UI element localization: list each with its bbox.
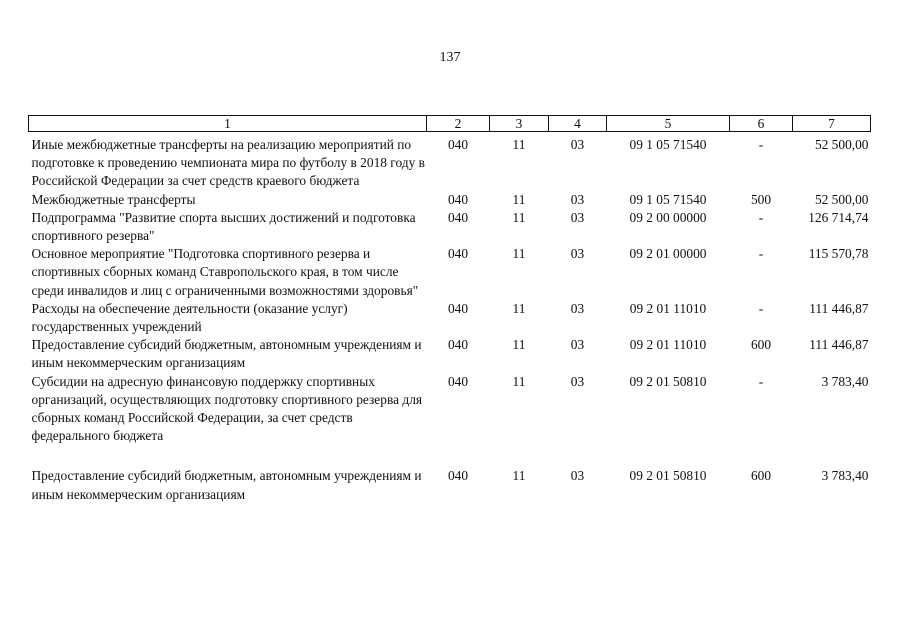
column-header: 5: [607, 116, 730, 132]
row-col6: 500: [750, 191, 772, 207]
row-name: Расходы на обеспечение деятельности (оказание услуг) государственных учреждений: [31, 300, 348, 335]
row-col6: 600: [750, 468, 772, 484]
table-row: [29, 132, 871, 191]
row-col5: 09 2 01 00000: [629, 246, 707, 262]
table-row: [29, 245, 871, 300]
row-col6: -: [758, 246, 764, 262]
row-col5: 09 1 05 71540: [629, 191, 707, 207]
column-header: 7: [793, 116, 871, 132]
row-col2: 040: [447, 137, 469, 152]
row-col2: 040: [447, 191, 469, 207]
row-col7: 111 446,87: [809, 337, 869, 353]
row-col3: 11: [512, 209, 526, 225]
row-name: Межбюджетные трансферты: [31, 191, 196, 207]
row-col5: 09 2 01 11010: [629, 300, 707, 316]
row-col6: -: [758, 209, 764, 225]
row-name: Предоставление субсидий бюджетным, автономным учреждениям и иным некоммерческим организациям: [31, 337, 422, 371]
row-col3: 11: [512, 373, 526, 389]
row-col5: 09 2 01 50810: [629, 373, 707, 389]
row-col7: 3 783,40: [821, 373, 869, 389]
row-col6: -: [758, 373, 764, 389]
table-row: [29, 336, 871, 372]
row-col4: 03: [570, 468, 585, 484]
column-header: 6: [730, 116, 793, 132]
row-name: Субсидии на адресную финансовую поддержку спортивных организаций, осуществляющих подготовку спортивного резерва для сборных команд Российской Федерации, за счет средств федерального бюджета: [31, 373, 423, 444]
column-header: 3: [490, 116, 549, 132]
row-col7: 111 446,87: [809, 300, 869, 316]
row-col2: 040: [447, 209, 469, 225]
row-col4: 03: [570, 209, 585, 225]
row-col4: 03: [570, 337, 585, 353]
row-col7: 115 570,78: [808, 246, 869, 262]
row-name: Основное мероприятие "Подготовка спортивного резерва и спортивных сборных команд Ставропольского края, в том числе среди инвалидов и лиц с ограниченными возможностями здоровья": [31, 246, 419, 298]
table-row: [29, 300, 871, 336]
row-col4: 03: [570, 191, 585, 207]
row-name: Иные межбюджетные трансферты на реализацию мероприятий по подготовке к проведению чемпионата мира по футболу в 2018 году в Российской Федерации за счет средств краевого бюджета: [31, 137, 425, 189]
row-col3: 11: [512, 337, 526, 353]
table-header-row: [29, 116, 871, 132]
row-col5: 09 1 05 71540: [629, 137, 707, 152]
row-col5: 09 2 00 00000: [629, 209, 707, 225]
row-col5: 09 2 01 50810: [629, 468, 707, 484]
column-header: 1: [29, 116, 427, 132]
row-col7: 126 714,74: [808, 209, 869, 225]
row-col3: 11: [512, 246, 526, 262]
row-col5: 09 2 01 11010: [629, 337, 707, 353]
row-col2: 040: [447, 246, 469, 262]
row-name: Подпрограмма "Развитие спорта высших достижений и подготовка спортивного резерва": [31, 209, 416, 244]
budget-table: [28, 115, 871, 504]
row-col7: 52 500,00: [814, 137, 869, 152]
table-row: [29, 373, 871, 446]
row-col3: 11: [512, 300, 526, 316]
row-name: Предоставление субсидий бюджетным, автономным учреждениям и иным некоммерческим организациям: [31, 468, 422, 502]
row-col3: 11: [512, 137, 526, 152]
row-col3: 11: [512, 191, 526, 207]
row-col2: 040: [447, 468, 469, 484]
table-row: [29, 191, 871, 209]
row-col7: 3 783,40: [821, 468, 869, 484]
table-row: [29, 445, 871, 503]
row-col4: 03: [570, 246, 585, 262]
row-col6: -: [758, 300, 764, 316]
row-col4: 03: [570, 137, 585, 152]
row-col4: 03: [570, 373, 585, 389]
row-col2: 040: [447, 300, 469, 316]
row-col6: -: [758, 137, 764, 152]
row-col2: 040: [447, 373, 469, 389]
row-col4: 03: [570, 300, 585, 316]
table-row: [29, 209, 871, 245]
column-header: 4: [549, 116, 607, 132]
row-col2: 040: [447, 337, 469, 353]
row-col6: 600: [750, 337, 772, 353]
row-col3: 11: [512, 468, 526, 484]
column-header: 2: [427, 116, 490, 132]
row-col7: 52 500,00: [814, 191, 869, 207]
page-number: 137: [439, 50, 461, 65]
